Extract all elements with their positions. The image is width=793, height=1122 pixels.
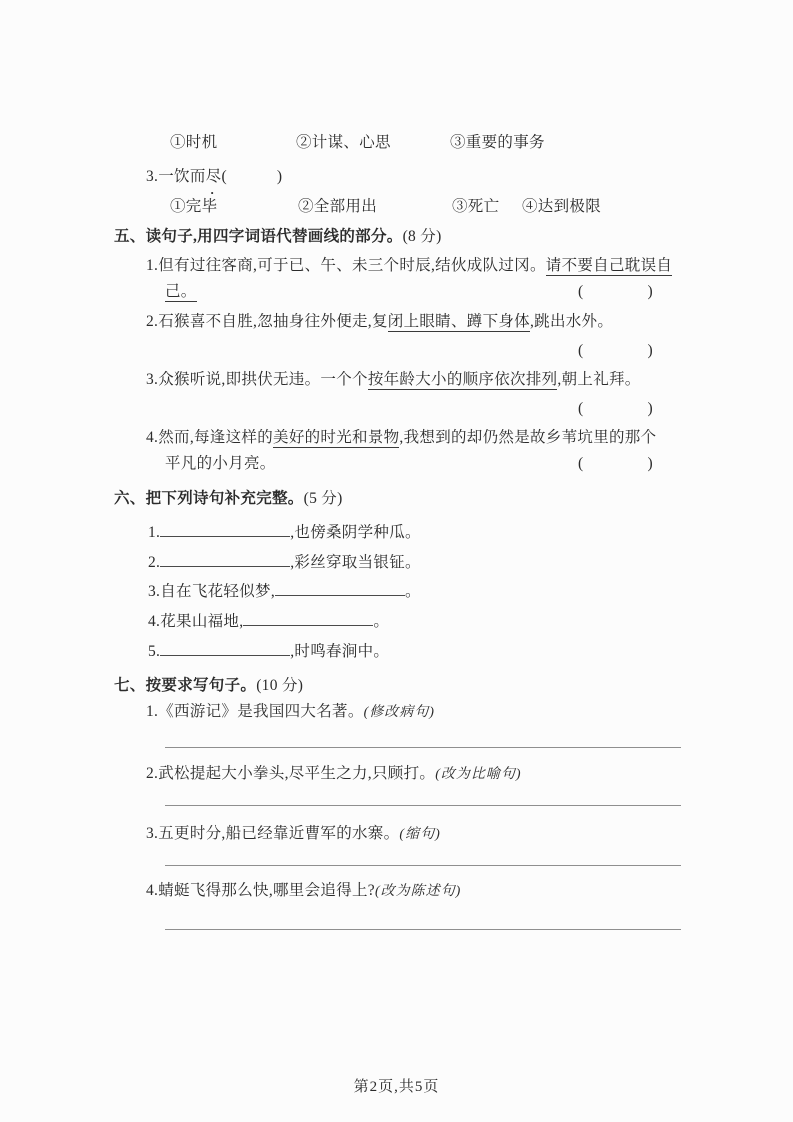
poem-item bbox=[148, 523, 421, 544]
fill-in-blank bbox=[243, 625, 373, 626]
paren-open: ( bbox=[578, 342, 584, 359]
question-text: 3.一饮而尽 bbox=[146, 168, 222, 185]
paren-close: ) bbox=[276, 168, 283, 185]
section-6-header bbox=[114, 489, 343, 510]
sentence-text: 4.蜻蜓飞得那么快,哪里会追得上? bbox=[146, 882, 375, 899]
fill-in-blank bbox=[160, 566, 290, 567]
answer-line bbox=[165, 865, 681, 866]
answer-line bbox=[165, 929, 681, 930]
poem-text: ,时鸣春涧中。 bbox=[290, 643, 390, 660]
paren-open: ( bbox=[221, 168, 227, 185]
poem-text: 。 bbox=[373, 613, 390, 630]
item-number: 1. bbox=[148, 524, 161, 541]
sentence-item bbox=[146, 256, 672, 277]
paren-open: ( bbox=[578, 283, 584, 300]
underlined-phrase: 己。 bbox=[165, 283, 197, 300]
item-number: 2. bbox=[148, 554, 161, 571]
rewrite-hint: (改为陈述句) bbox=[374, 884, 462, 899]
fill-in-blank bbox=[275, 595, 405, 596]
item-number: 5. bbox=[148, 643, 161, 660]
sentence-text: ,跳出水外。 bbox=[529, 313, 614, 330]
answer-parens bbox=[578, 282, 653, 303]
fill-in-blank bbox=[160, 536, 290, 537]
poem-item bbox=[148, 642, 389, 663]
poem-item bbox=[148, 582, 421, 603]
item-number: 4. bbox=[148, 613, 161, 630]
sentence-item bbox=[146, 428, 656, 449]
sentence-text: 4.然而,每逢这样的 bbox=[146, 429, 274, 446]
underlined-phrase: 美好的时光和景物 bbox=[273, 429, 400, 446]
sentence-text: 1.《西游记》是我国四大名著。 bbox=[146, 703, 364, 720]
sentence-text: 2.石猴喜不自胜,忽抽身往外便走,复 bbox=[146, 313, 388, 330]
sentence-text: 3.五更时分,船已经靠近曹军的水寨。 bbox=[146, 825, 400, 842]
sentence-text: ,朝上礼拜。 bbox=[557, 371, 641, 388]
rewrite-item bbox=[146, 881, 461, 902]
rewrite-item bbox=[146, 764, 522, 785]
poem-text: 花果山福地, bbox=[160, 613, 244, 630]
option-item: ③重要的事务 bbox=[450, 134, 545, 151]
rewrite-hint: (修改病句) bbox=[363, 705, 435, 720]
option-item: ①完毕 bbox=[170, 198, 218, 215]
paren-close: ) bbox=[647, 455, 653, 472]
sentence-text: 2.武松提起大小拳头,尽平生之力,只顾打。 bbox=[146, 765, 436, 782]
poem-text: 自在飞花轻似梦, bbox=[160, 583, 276, 600]
option-item: ④达到极限 bbox=[522, 198, 602, 215]
rewrite-hint: (改为比喻句) bbox=[435, 767, 522, 782]
rewrite-hint: (缩句) bbox=[399, 827, 441, 842]
sentence-item-wrap: 平凡的小月亮。 bbox=[165, 455, 276, 472]
rewrite-item bbox=[146, 824, 441, 845]
answer-line bbox=[165, 805, 681, 806]
section-score: (5 分) bbox=[303, 490, 343, 507]
option-item: ②全部用出 bbox=[298, 198, 378, 215]
section-title: 七、按要求写句子。 bbox=[114, 677, 257, 694]
paren-open: ( bbox=[578, 400, 584, 417]
sentence-item bbox=[146, 312, 613, 333]
section-5-header bbox=[114, 227, 442, 248]
option-item: ③死亡 bbox=[452, 198, 500, 215]
emphasis-dot: · bbox=[210, 185, 215, 200]
fill-in-blank bbox=[160, 655, 290, 656]
underlined-phrase: 按年龄大小的顺序依次排列 bbox=[367, 371, 558, 388]
page-number: 第2页,共5页 bbox=[353, 1079, 440, 1095]
paren-close: ) bbox=[647, 342, 653, 359]
answer-parens bbox=[578, 341, 653, 362]
poem-text: ,也傍桑阴学种瓜。 bbox=[290, 524, 421, 541]
section-title: 六、把下列诗句补充完整。 bbox=[114, 490, 304, 507]
paren-close: ) bbox=[647, 283, 653, 300]
rewrite-item bbox=[146, 702, 435, 723]
item-number: 3. bbox=[148, 583, 161, 600]
poem-item bbox=[148, 612, 389, 633]
section-7-header bbox=[114, 676, 303, 697]
answer-line bbox=[165, 747, 681, 748]
underlined-phrase: 请不要自己耽误自 bbox=[545, 257, 673, 274]
option-item: ①时机 bbox=[170, 134, 218, 151]
sentence-text: 3.众猴听说,即拱伏无违。一个个 bbox=[146, 371, 368, 388]
section-title: 五、读句子,用四字词语代替画线的部分。 bbox=[114, 228, 403, 245]
poem-item bbox=[148, 553, 421, 574]
sentence-item-wrap bbox=[165, 282, 197, 303]
sentence-text: ,我想到的却仍然是故乡苇坑里的那个 bbox=[399, 429, 657, 446]
poem-text: ,彩丝穿取当银钲。 bbox=[290, 554, 421, 571]
sentence-text: 1.但有过往客商,可于已、午、未三个时辰,结伙成队过冈。 bbox=[146, 257, 546, 274]
poem-text: 。 bbox=[405, 583, 421, 600]
answer-parens bbox=[578, 454, 653, 475]
option-item: ②计谋、心思 bbox=[296, 134, 391, 151]
answer-parens bbox=[578, 399, 653, 420]
sentence-item bbox=[146, 370, 641, 391]
section-score: (10 分) bbox=[256, 677, 304, 694]
paren-open: ( bbox=[578, 455, 584, 472]
paren-close: ) bbox=[647, 400, 653, 417]
section-score: (8 分) bbox=[402, 228, 442, 245]
underlined-phrase: 闭上眼睛、蹲下身体 bbox=[387, 313, 530, 330]
